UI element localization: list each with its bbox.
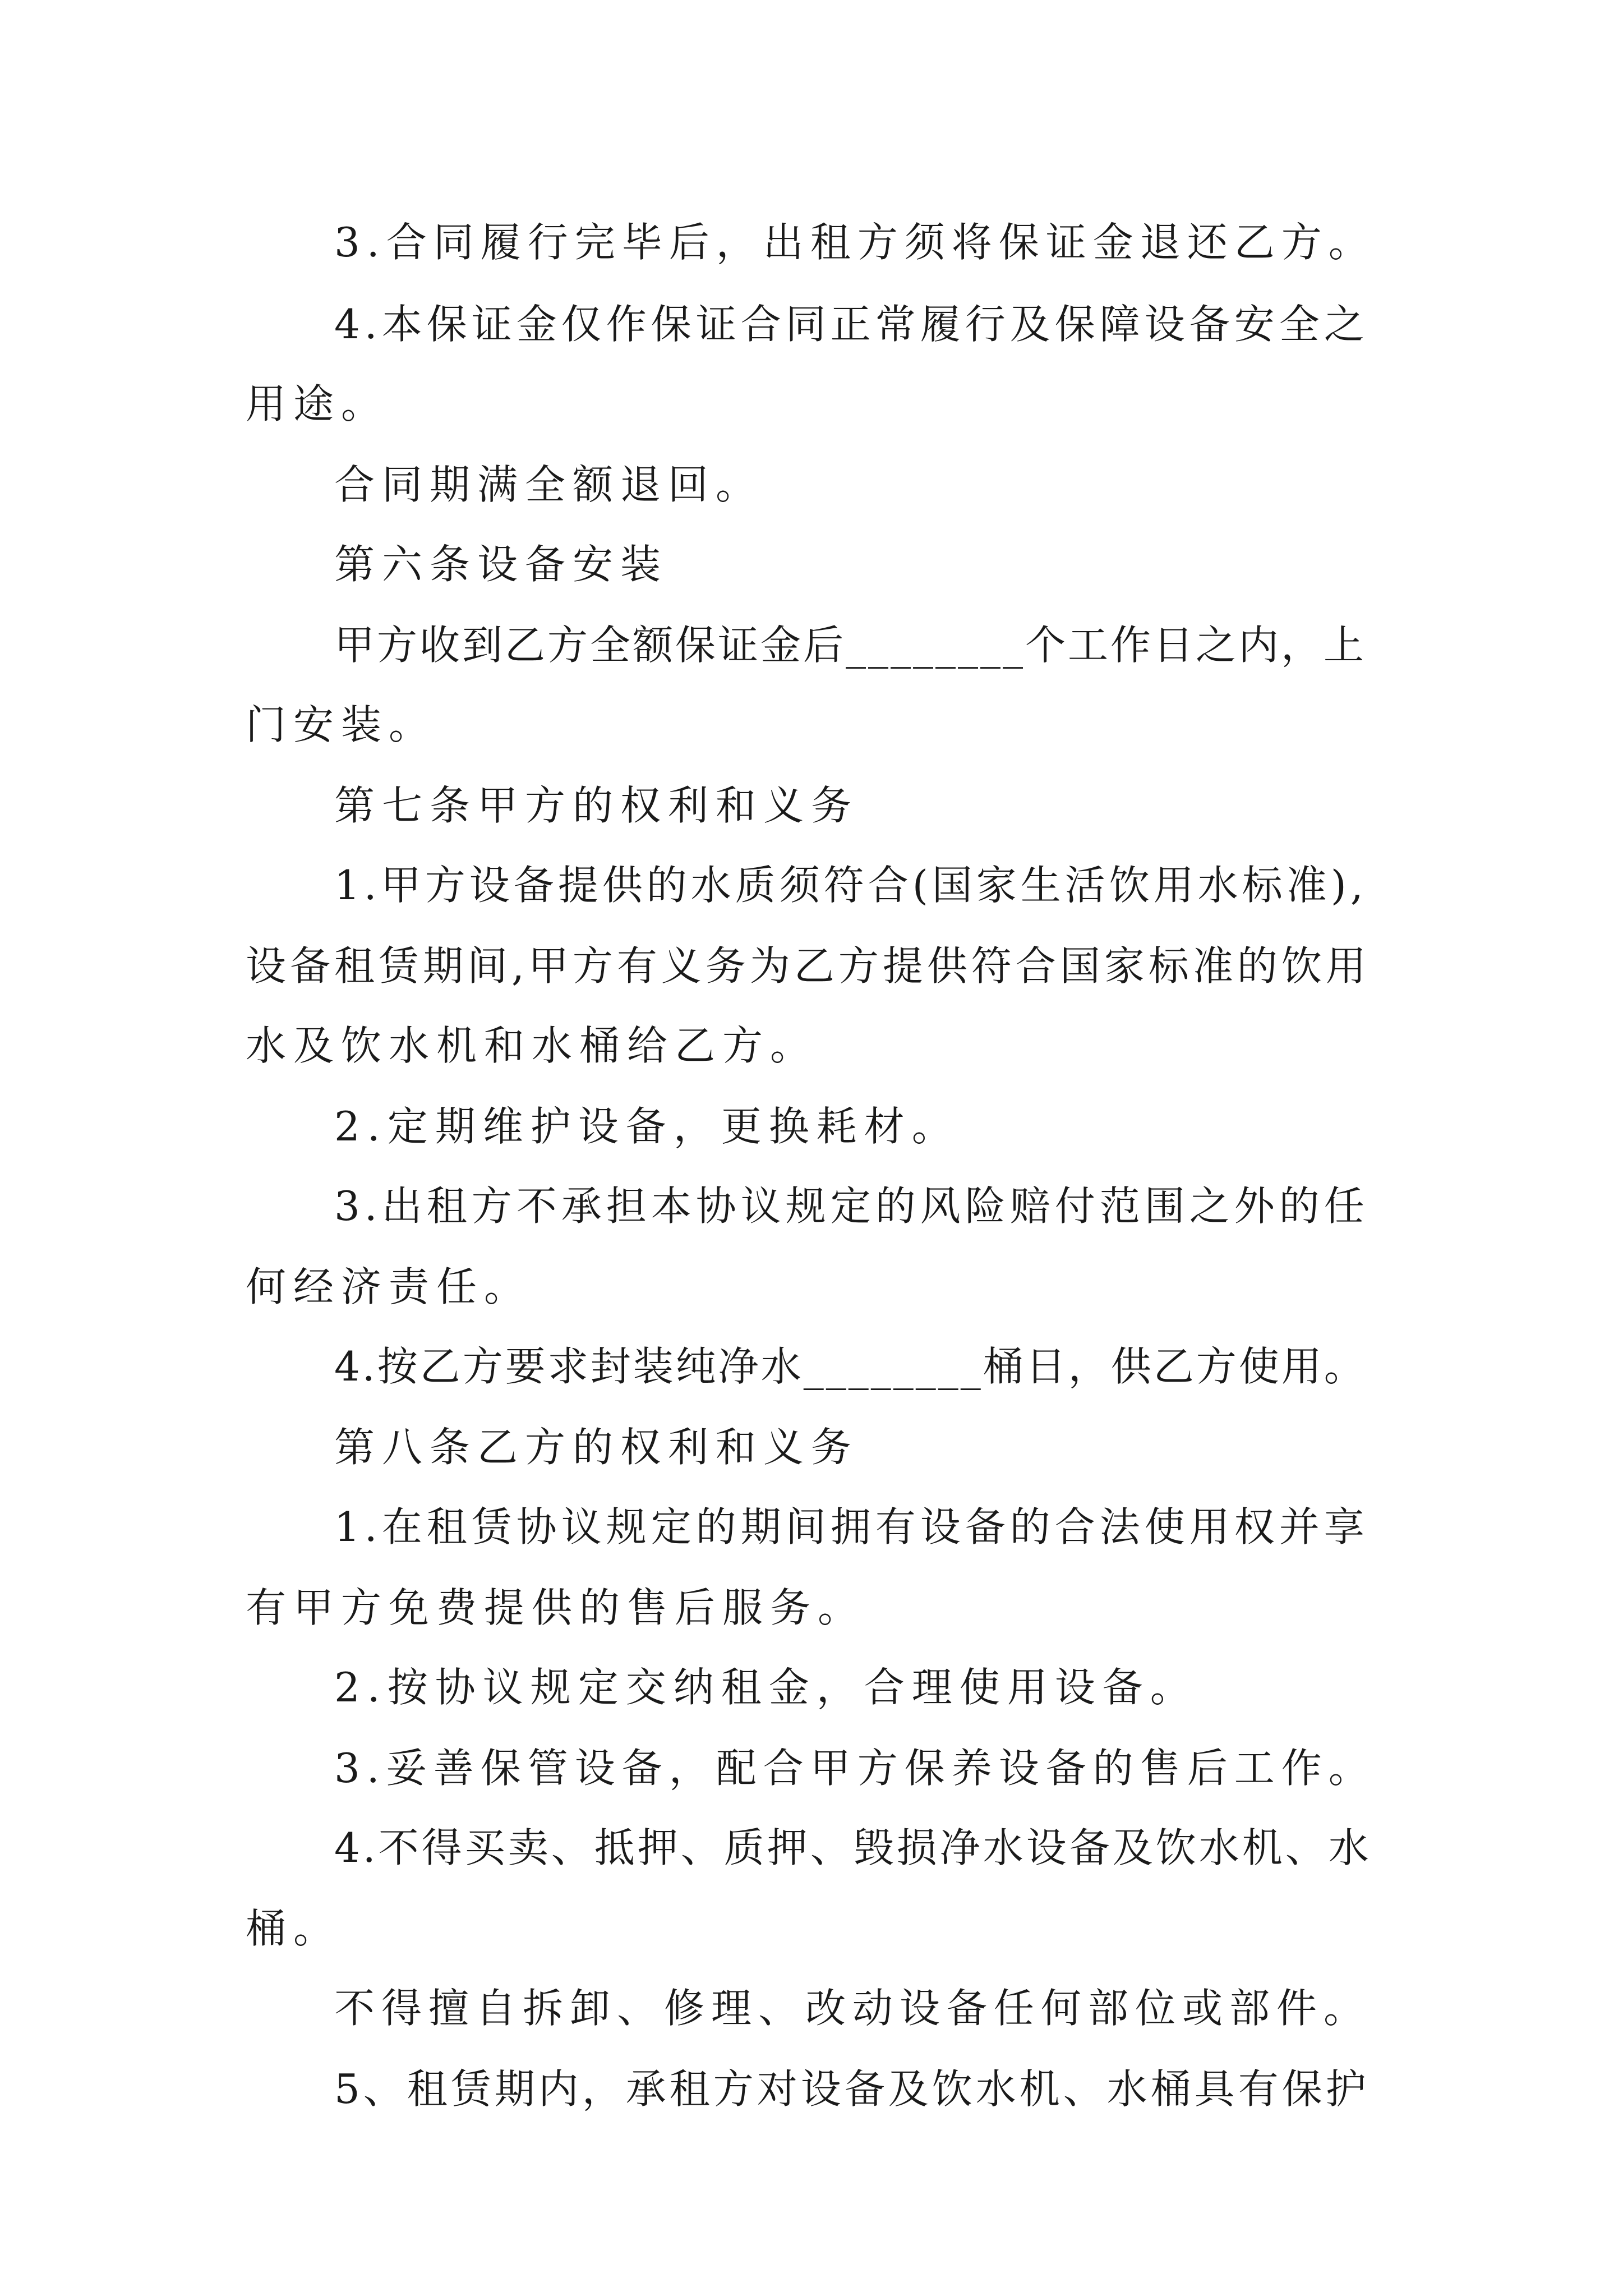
- paragraph-line: 2.按协议规定交纳租金，合理使用设备。: [334, 1664, 1198, 1711]
- paragraph-line: 水及饮水机和水桶给乙方。: [246, 1022, 818, 1069]
- paragraph-line: 1.甲方设备提供的水质须符合(国家生活饮用水标准),: [334, 862, 1367, 909]
- paragraph-line: 4.本保证金仅作保证合同正常履行及保障设备安全之: [334, 301, 1369, 348]
- paragraph-line: 1.在租赁协议规定的期间拥有设备的合法使用权并享: [334, 1503, 1369, 1550]
- paragraph-line: 设备租赁期间,甲方有义务为乙方提供符合国家标准的饮用: [246, 942, 1370, 990]
- paragraph-line: 门安装。: [246, 701, 437, 748]
- paragraph-line: 不得擅自拆卸、修理、改动设备任何部位或部件。: [334, 1985, 1371, 2032]
- paragraph-line: 桶。: [246, 1905, 342, 1952]
- paragraph-line: 5、租赁期内，承租方对设备及饮水机、水桶具有保护: [334, 2065, 1370, 2113]
- paragraph-line: 用途。: [246, 380, 389, 427]
- paragraph-line: 2.定期维护设备，更换耗材。: [334, 1103, 960, 1150]
- paragraph-line: 4.不得买卖、抵押、质押、毁损净水设备及饮水机、水: [334, 1824, 1372, 1871]
- paragraph-line: 甲方收到乙方全额保证金后________个工作日之内，上: [334, 622, 1367, 669]
- paragraph-line: 3.合同履行完毕后，出租方须将保证金退还乙方。: [334, 219, 1376, 266]
- paragraph-line: 4.按乙方要求封装纯净水________桶日，供乙方使用。: [334, 1343, 1367, 1390]
- paragraph-line: 有甲方免费提供的售后服务。: [246, 1584, 866, 1631]
- paragraph-line: 3.妥善保管设备，配合甲方保养设备的售后工作。: [334, 1745, 1376, 1792]
- paragraph-line: 合同期满全额退回。: [334, 461, 764, 508]
- section-heading: 第六条设备安装: [334, 541, 668, 588]
- paragraph-line: 3.出租方不承担本协议规定的风险赔付范围之外的任: [334, 1182, 1369, 1230]
- paragraph-line: 何经济责任。: [246, 1263, 532, 1310]
- section-heading: 第七条甲方的权利和义务: [334, 782, 859, 829]
- section-heading: 第八条乙方的权利和义务: [334, 1424, 859, 1471]
